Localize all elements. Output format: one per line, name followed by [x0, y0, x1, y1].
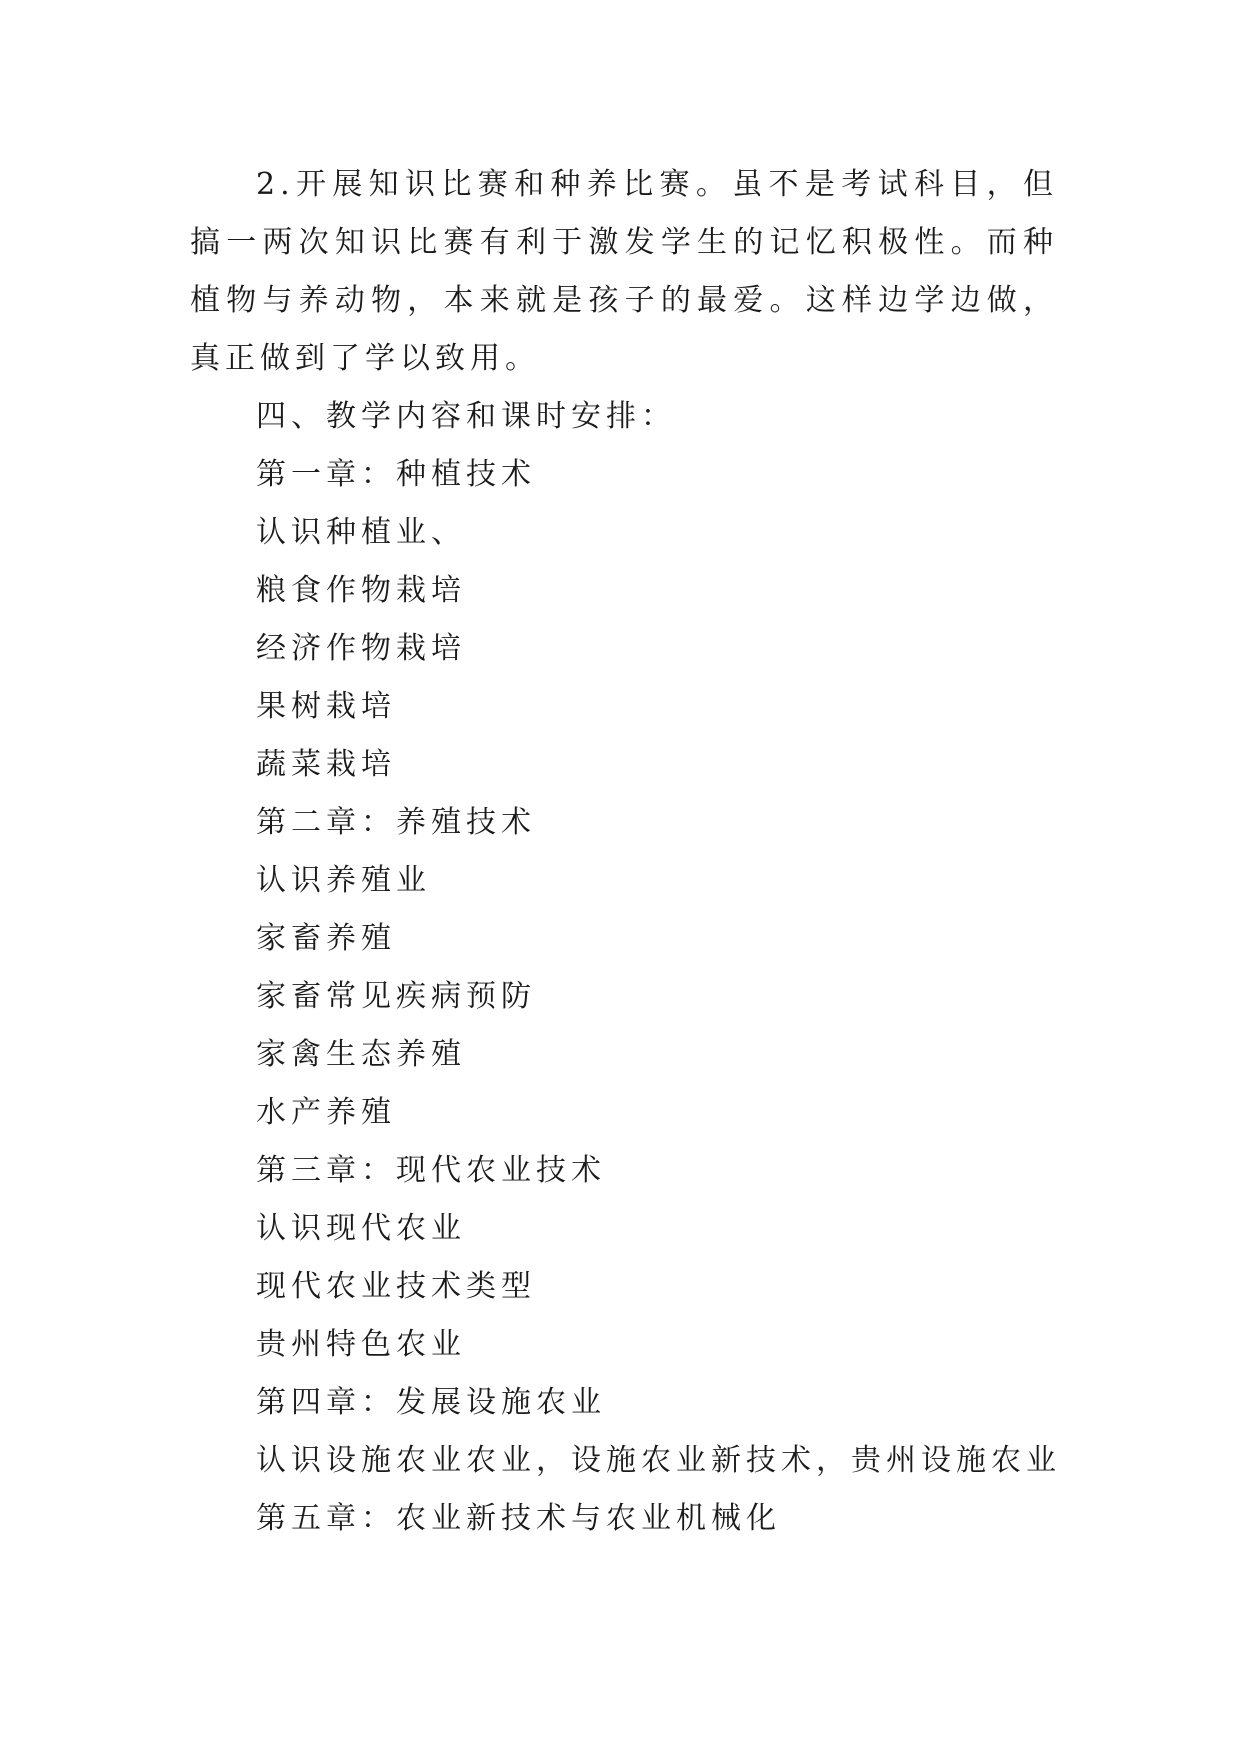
chapter-heading: 第五章：农业新技术与农业机械化 [256, 1501, 781, 1536]
document-body [190, 156, 1061, 1548]
list-item: 蔬菜栽培 [256, 747, 396, 782]
list-item: 认识现代农业 [256, 1211, 466, 1246]
list-item: 现代农业技术类型 [256, 1269, 536, 1304]
chapter-heading: 第二章：养殖技术 [256, 805, 536, 840]
chapter-heading: 第一章：种植技术 [256, 457, 536, 492]
list-item: 家禽生态养殖 [256, 1037, 466, 1072]
list-item: 果树栽培 [256, 689, 396, 724]
list-item: 认识养殖业 [256, 863, 431, 898]
section-heading: 四、教学内容和课时安排： [256, 399, 676, 434]
list-item: 家畜养殖 [256, 921, 396, 956]
list-item: 家畜常见疾病预防 [256, 979, 536, 1014]
intro-paragraph: 2.开展知识比赛和种养比赛。虽不是考试科目，但搞一两次知识比赛有利于激发学生的记忆积极性。而种植物与养动物，本来就是孩子的最爱。这样边学边做，真正做到了学以致用。 [190, 167, 1058, 376]
list-item: 经济作物栽培 [256, 631, 466, 666]
list-item: 贵州特色农业 [256, 1327, 466, 1362]
chapter-heading: 第四章：发展设施农业 [256, 1385, 606, 1420]
chapter-heading: 第三章：现代农业技术 [256, 1153, 606, 1188]
list-item: 认识种植业、 [256, 515, 466, 550]
list-item: 水产养殖 [256, 1095, 396, 1130]
list-item: 认识设施农业农业，设施农业新技术，贵州设施农业 [256, 1443, 1061, 1478]
list-item: 粮食作物栽培 [256, 573, 466, 608]
